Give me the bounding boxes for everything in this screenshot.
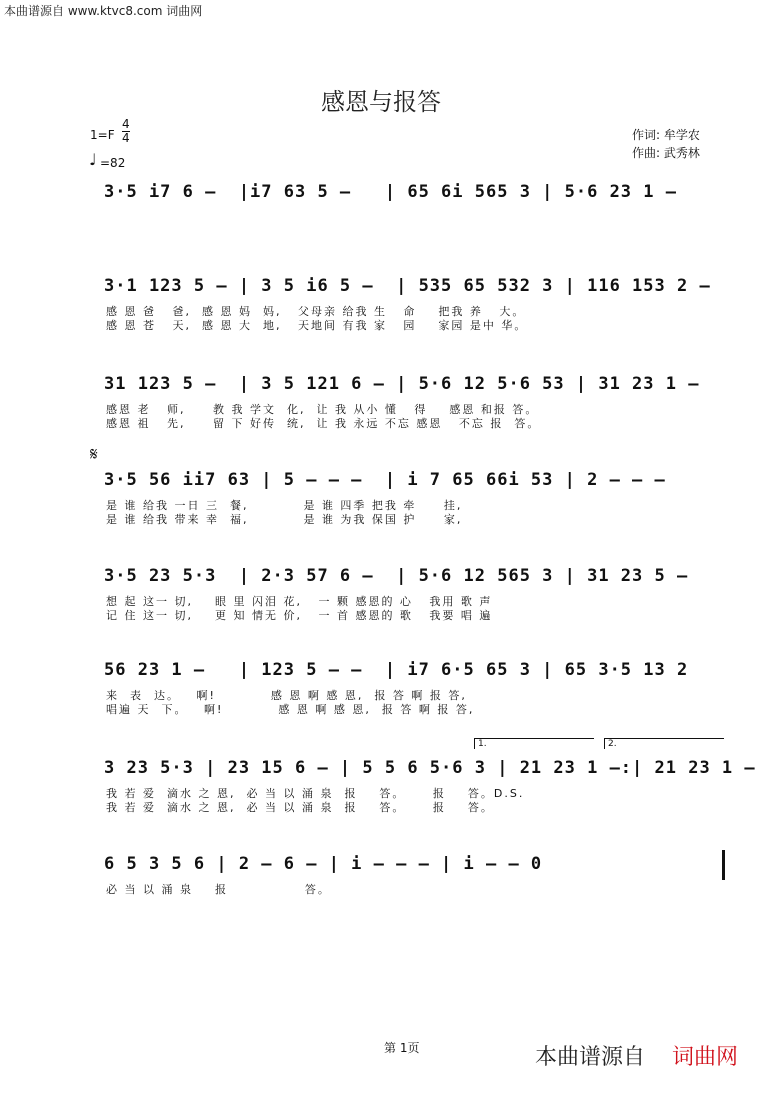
lyric-verse-1: 感恩 老 师, 教 我 学文 化, 让 我 从小 懂 得 感恩 和报 答。 [106,403,539,416]
notation-line: 3·5 56 ii7 63 | 5 – – – | i 7 65 66i 53 | 2 – – – [104,470,666,490]
lyricist: 作词: 牟学农 [632,128,700,142]
notation-line: 3 23 5·3 | 23 15 6 – | 5 5 6 5·6 3 | 21 23 1 –:| 21 23 1 – [104,758,756,778]
lyric-verse-1: 必 当 以 涌 泉 报 答。 [106,883,331,896]
time-top: 4 [122,117,130,131]
page-number: 第 1页 [384,1041,420,1055]
score-row-8 [0,854,762,929]
score-row-7 [0,758,762,833]
score-row-6 [0,660,762,735]
lyric-verse-2: 感恩 祖 先, 留 下 好传 统, 让 我 永远 不忘 感恩 不忘 报 答。 [106,417,541,430]
volta-second: 2. [604,738,724,749]
song-title: 感恩与报答 [321,88,441,116]
notation-line: 56 23 1 – | 123 5 – – | i7 6·5 65 3 | 65 3·5 13 2 [104,660,689,680]
lyric-verse-2: 感 恩 苍 天, 感 恩 大 地, 天地间 有我 家 园 家园 是中 华。 [106,319,528,332]
lyric-verse-1: 来 表 达。 啊! 感 恩 啊 感 恩, 报 答 啊 报 答, [106,689,467,702]
quarter-note-icon: ♩ [89,150,97,169]
notation-line: 3·5 23 5·3 | 2·3 57 6 – | 5·6 12 565 3 | 31 23 5 – [104,566,689,586]
lyric-verse-1: 是 谁 给我 一日 三 餐, 是 谁 四季 把我 牵 挂, [106,499,463,512]
brand-link[interactable]: 词曲网 [672,1045,739,1070]
segno-icon: 𝄋 [90,444,98,465]
notation-line: 3·5 i7 6 – |i7 63 5 – | 65 6i 565 3 | 5·6 23 1 – [104,182,677,202]
lyric-verse-1: 我 若 爱 滴水 之 恩, 必 当 以 涌 泉 报 答。 报 答。D.S. [106,787,525,800]
score-row-4 [0,470,762,545]
composer: 作曲: 武秀林 [632,146,700,160]
lyric-verse-2: 唱遍 天 下。 啊! 感 恩 啊 感 恩, 报 答 啊 报 答, [106,703,475,716]
score-row-5 [0,566,762,641]
site-header: 本曲谱源自 www.ktvc8.com 词曲网 [4,4,203,18]
brand-text: 本曲谱源自 [535,1045,646,1070]
volta-first: 1. [474,738,594,749]
lyric-verse-2: 记 住 这一 切, 更 知 情无 价, 一 首 感恩的 歌 我要 唱 遍 [106,609,493,622]
final-barline [722,850,725,880]
score-row-3 [0,374,762,449]
lyric-verse-2: 是 谁 给我 带来 幸 福, 是 谁 为我 保国 护 家, [106,513,463,526]
time-bottom: 4 [122,131,130,145]
notation-line: 31 123 5 – | 3 5 121 6 – | 5·6 12 5·6 53 | 31 23 1 – [104,374,700,394]
notation-line: 3·1 123 5 – | 3 5 i6 5 – | 535 65 532 3 | 116 153 2 – [104,276,711,296]
key-signature: 1=F [90,128,115,142]
lyric-verse-1: 想 起 这一 切, 眼 里 闪泪 花, 一 颗 感恩的 心 我用 歌 声 [106,595,493,608]
score-row-2 [0,276,762,351]
time-signature [122,118,130,145]
lyric-verse-1: 感 恩 爸 爸, 感 恩 妈 妈, 父母亲 给我 生 命 把我 养 大。 [106,305,526,318]
lyric-verse-2: 我 若 爱 滴水 之 恩, 必 当 以 涌 泉 报 答。 报 答。 [106,801,494,814]
credits [632,126,700,162]
score-row-1 [0,182,762,257]
tempo: =82 [100,156,126,170]
notation-line: 6 5 3 5 6 | 2 – 6 – | i – – – | i – – 0 [104,854,543,874]
